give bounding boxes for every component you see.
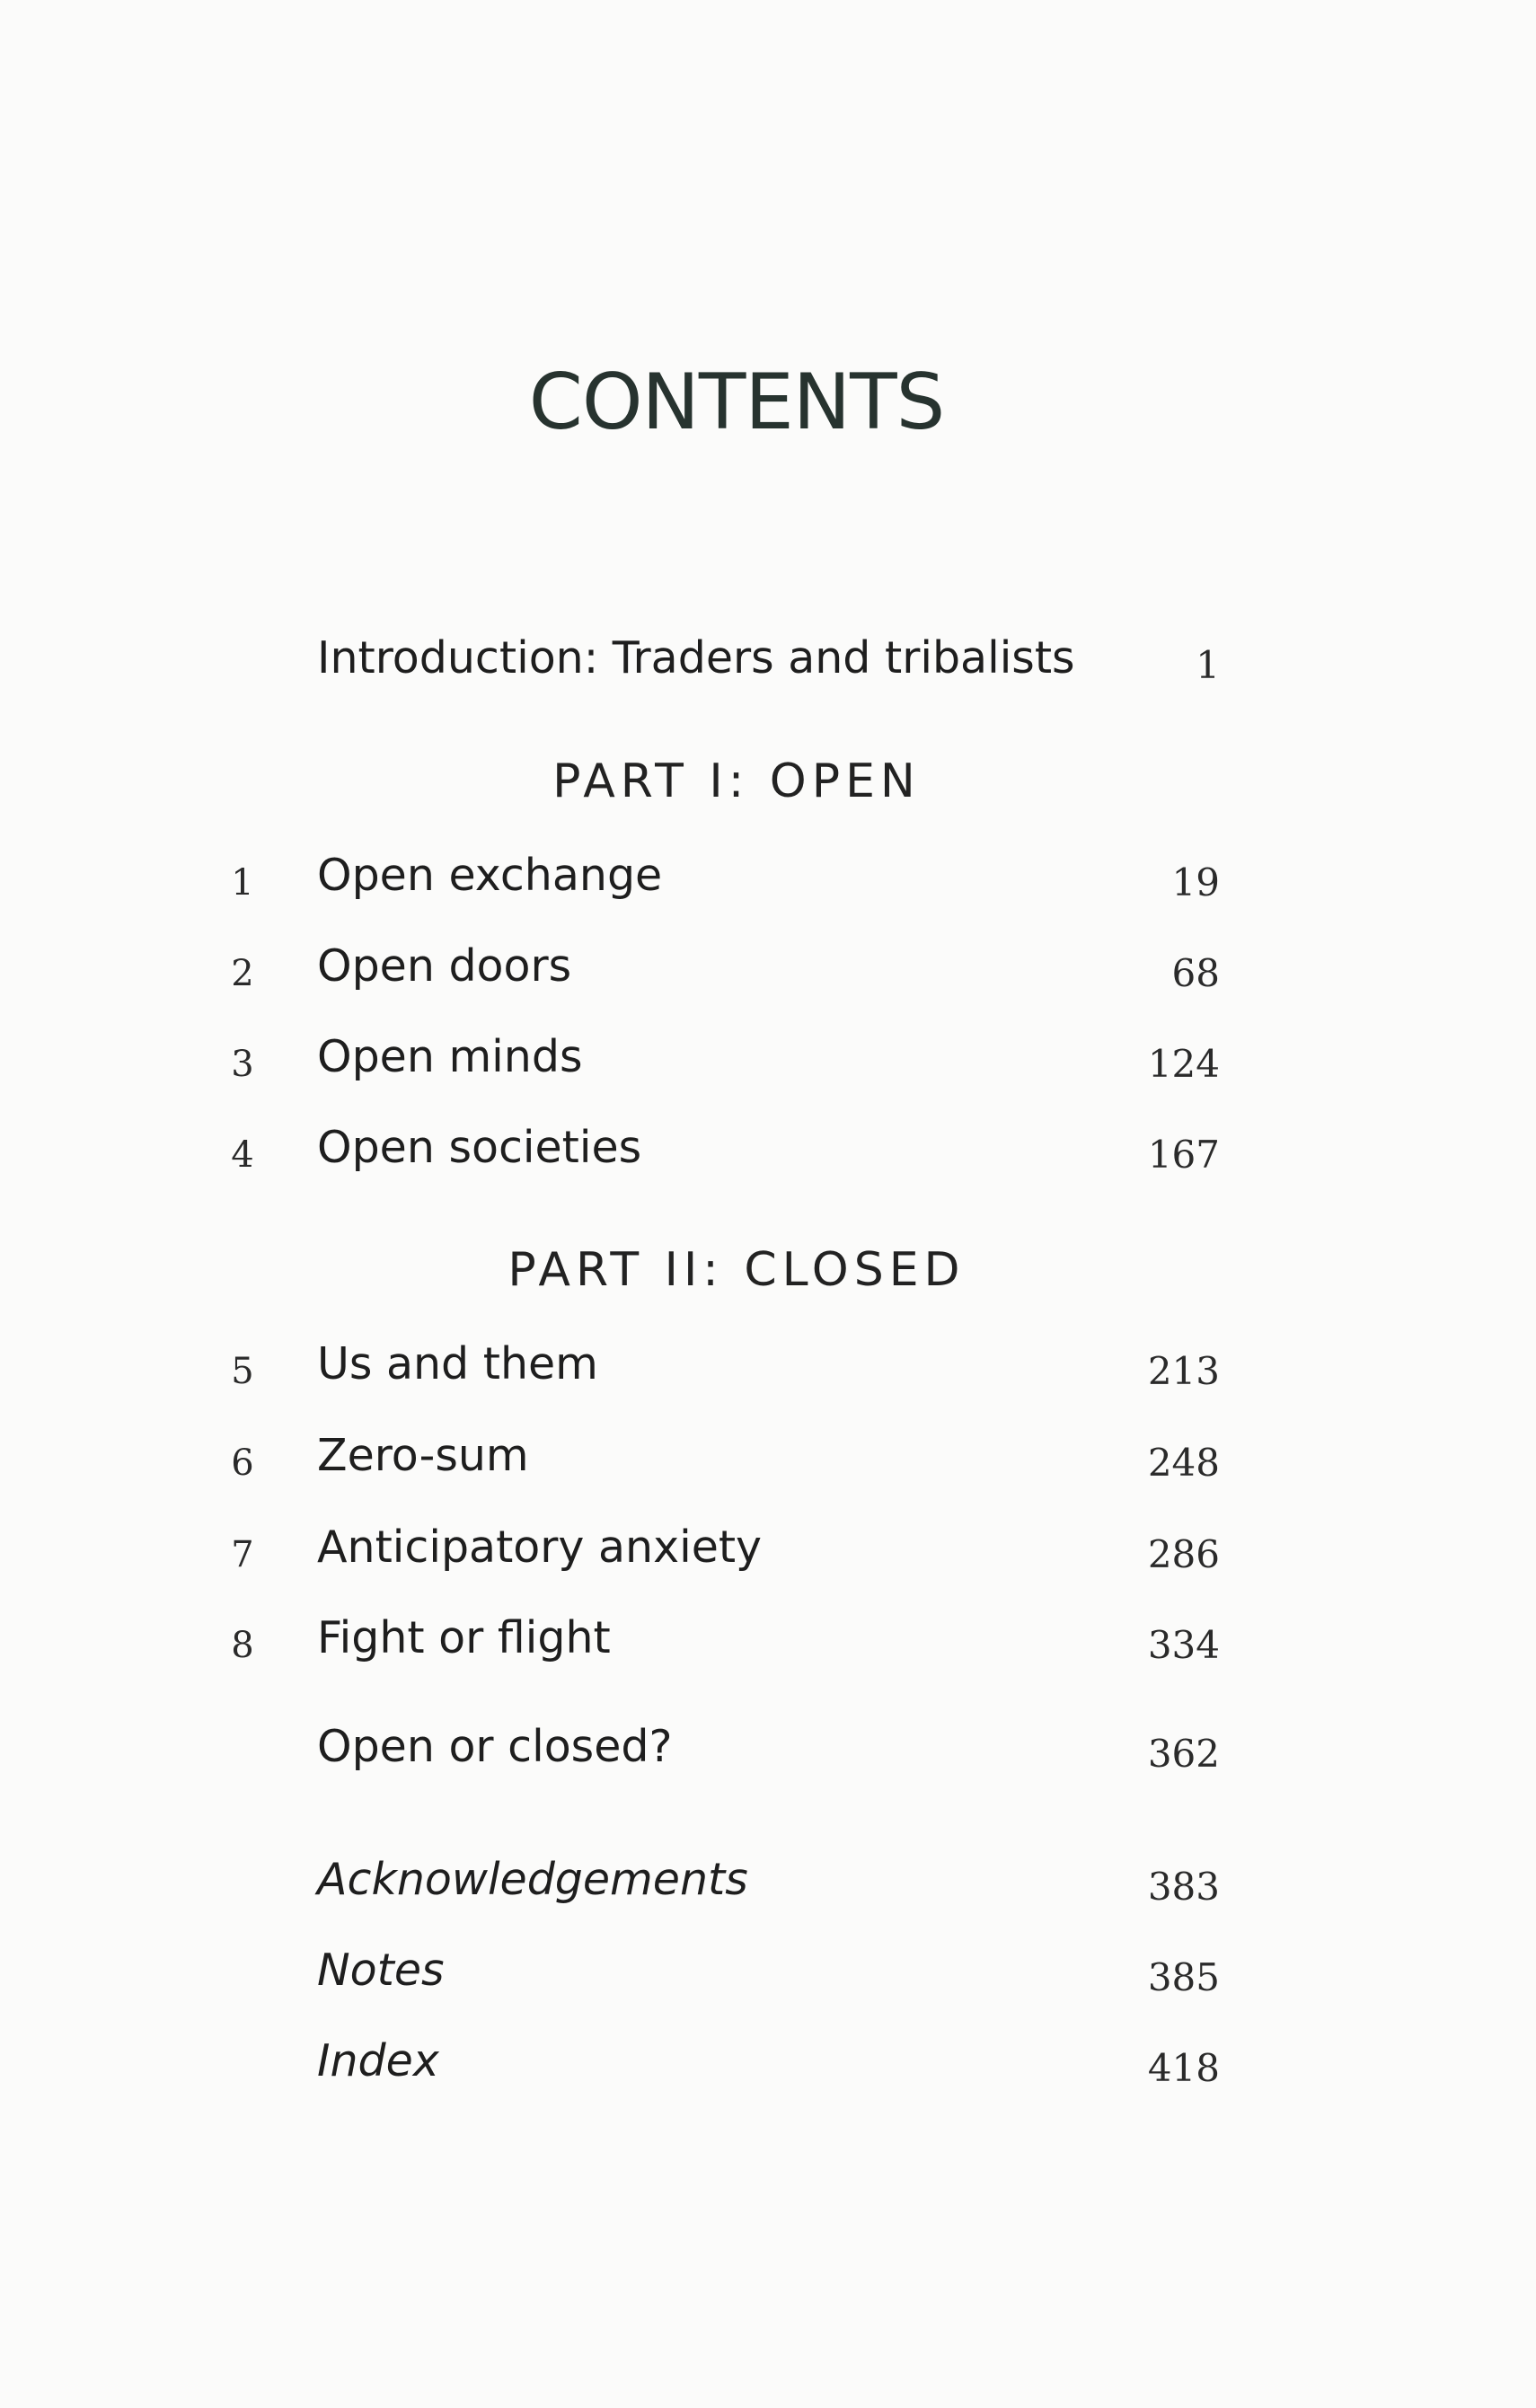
toc-entry-page: 167 xyxy=(1147,1133,1220,1177)
toc-entry-page: 383 xyxy=(1147,1865,1220,1909)
toc-entry-page: 19 xyxy=(1171,860,1220,904)
toc-entry-chapter-1 xyxy=(0,846,1536,918)
toc-entry-label: Acknowledgements xyxy=(317,1854,748,1905)
chapter-number: 4 xyxy=(231,1134,254,1176)
toc-entry-label: Us and them xyxy=(317,1338,598,1389)
toc-entry-introduction xyxy=(0,629,1536,701)
chapter-number: 2 xyxy=(231,953,254,994)
toc-entry-chapter-6 xyxy=(0,1426,1536,1498)
toc-entry-page: 362 xyxy=(1147,1732,1220,1776)
toc-entry-label: Anticipatory anxiety xyxy=(317,1522,763,1573)
toc-entry-page: 68 xyxy=(1171,951,1220,995)
page-title: CONTENTS xyxy=(528,357,945,447)
toc-entry-conclusion xyxy=(0,1717,1536,1789)
toc-entry-label: Open minds xyxy=(317,1031,583,1082)
toc-entry-label: Open doors xyxy=(317,940,572,992)
toc-entry-label: Open or closed? xyxy=(317,1721,673,1772)
toc-entry-page: 248 xyxy=(1147,1441,1220,1485)
toc-entry-chapter-5 xyxy=(0,1335,1536,1407)
toc-entry-page: 124 xyxy=(1147,1042,1220,1086)
toc-entry-notes xyxy=(0,1941,1536,2013)
toc-entry-index xyxy=(0,2032,1536,2104)
toc-entry-page: 418 xyxy=(1147,2046,1220,2090)
toc-entry-label: Notes xyxy=(317,1945,445,1996)
toc-entry-label: Index xyxy=(317,2035,439,2086)
chapter-number: 7 xyxy=(231,1534,254,1575)
chapter-number: 1 xyxy=(231,862,254,904)
toc-entry-page: 1 xyxy=(1196,643,1220,687)
chapter-number: 6 xyxy=(231,1442,254,1484)
chapter-number: 3 xyxy=(231,1044,254,1085)
toc-entry-page: 286 xyxy=(1147,1532,1220,1576)
toc-entry-label: Introduction: Traders and tribalists xyxy=(317,632,1075,684)
toc-entry-page: 213 xyxy=(1147,1349,1220,1393)
toc-entry-label: Fight or flight xyxy=(317,1612,611,1663)
toc-entry-acknowledgements xyxy=(0,1850,1536,1922)
toc-entry-label: Open societies xyxy=(317,1122,642,1173)
chapter-number: 8 xyxy=(231,1625,254,1666)
part-heading-2: PART II: CLOSED xyxy=(508,1243,966,1297)
toc-entry-label: Zero-sum xyxy=(317,1430,529,1481)
toc-entry-page: 385 xyxy=(1147,1955,1220,1999)
toc-entry-chapter-3 xyxy=(0,1028,1536,1099)
toc-entry-chapter-8 xyxy=(0,1609,1536,1680)
part-heading-1: PART I: OPEN xyxy=(552,754,921,808)
toc-entry-chapter-7 xyxy=(0,1518,1536,1590)
toc-entry-label: Open exchange xyxy=(317,850,663,901)
toc-entry-chapter-2 xyxy=(0,937,1536,1009)
chapter-number: 5 xyxy=(231,1351,254,1392)
toc-entry-chapter-4 xyxy=(0,1118,1536,1190)
toc-entry-page: 334 xyxy=(1147,1623,1220,1667)
